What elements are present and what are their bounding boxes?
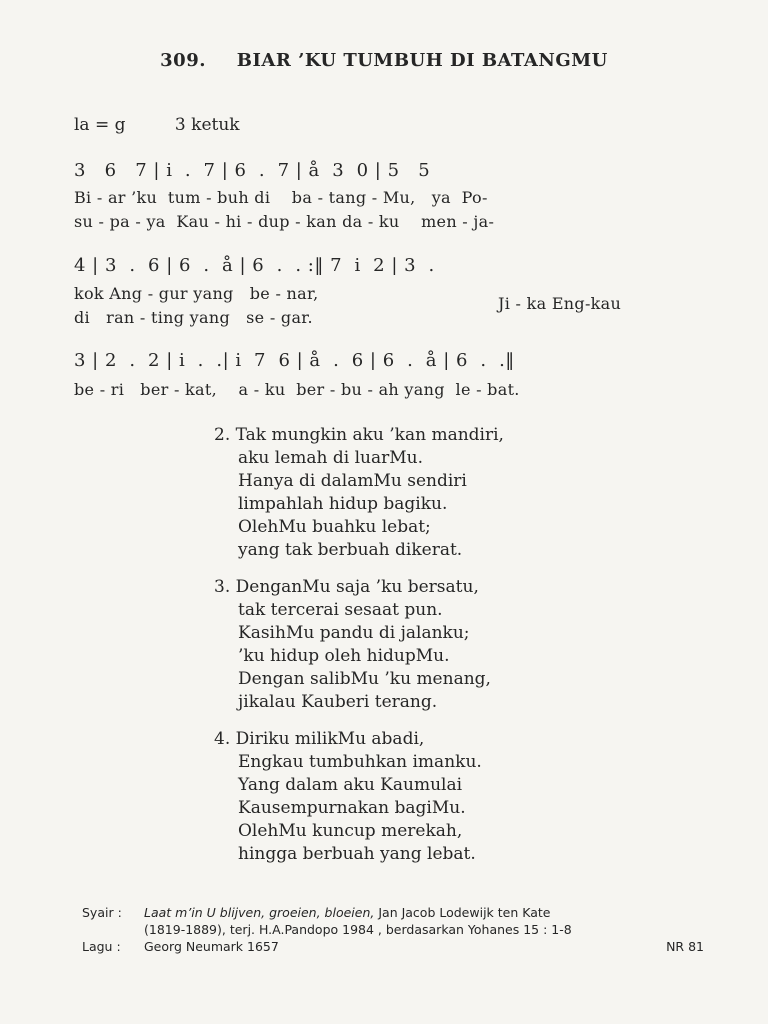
notation-line-2: 4 | 3 . 6 | 6 . å | 6 . . :‖ 7 i 2 | 3 . [74,255,435,276]
verse-line: Yang dalam aku Kaumulai [238,775,463,795]
verse-line: Hanya di dalamMu sendiri [238,471,467,491]
verse-line: jikalau Kauberi terang. [238,692,438,712]
song-title-text: BIAR ’KU TUMBUH DI BATANGMU [236,50,608,71]
notation-line-3: 3 | 2 . 2 | i . .| i 7 6 | å . 6 | 6 . å | 6 . .‖ [74,350,515,371]
verse-line: Diriku milikMu abadi, [235,729,425,749]
song-number: 309. [160,50,206,71]
verse-line: Engkau tumbuhkan imanku. [238,752,482,772]
time-signature: 3 ketuk [174,115,240,135]
verse-line: yang tak berbuah dikerat. [238,540,463,560]
original-title: Laat m’in U blijven, groeien, bloeien, [144,905,375,920]
verse-line: ’ku hidup oleh hidupMu. [238,646,450,666]
lyric-line-3a: be - ri ber - kat, a - ku ber - bu - ah yang le - bat. [74,380,520,399]
lyric-line-2c: Ji - ka Eng-kau [498,294,622,313]
lyric-line-2a: kok Ang - gur yang be - nar, [74,284,319,303]
verse-line: limpahlah hidup bagiku. [238,494,448,514]
verse-3 [214,576,504,714]
verse-line: DenganMu saja ’ku bersatu, [235,577,479,597]
lyric-line-1a: Bi - ar ’ku tum - buh di ba - tang - Mu, ya Po- [74,188,488,207]
verse-line: hingga berbuah yang lebat. [238,844,476,864]
lyricist: Jan Jacob Lodewijk ten Kate [378,905,551,920]
verse-line: KasihMu pandu di jalanku; [238,623,470,643]
key-label: la = g [74,115,126,135]
verse-line: Kausempurnakan bagiMu. [238,798,466,818]
verse-number: 2. [214,425,231,445]
composer: Georg Neumark 1657 [144,939,279,954]
verse-line: aku lemah di luarMu. [238,448,424,468]
verse-line: OlehMu buahku lebat; [238,517,431,537]
song-title [0,50,768,71]
lyric-line-2b: di ran - ting yang se - gar. [74,308,313,327]
credits-block [82,904,712,955]
key-signature [74,115,240,135]
translation-credit: (1819-1889), terj. H.A.Pandopo 1984 , berdasarkan Yohanes 15 : 1-8 [144,922,572,937]
verse-line: OlehMu kuncup merekah, [238,821,463,841]
verse-line: Tak mungkin aku ’kan mandiri, [235,425,504,445]
reference-number: NR 81 [666,939,704,954]
notation-line-1: 3 6 7 | i . 7 | 6 . 7 | å 3 0 | 5 5 [74,160,431,181]
verse-4 [214,728,504,866]
verses-block [214,424,504,880]
lyric-line-1b: su - pa - ya Kau - hi - dup - kan da - ku men - ja- [74,212,495,231]
verse-number: 4. [214,729,231,749]
syair-label: Syair : [82,905,122,920]
verse-2 [214,424,504,562]
verse-number: 3. [214,577,231,597]
verse-line: Dengan salibMu ’ku menang, [238,669,491,689]
lagu-label: Lagu : [82,939,121,954]
verse-line: tak tercerai sesaat pun. [238,600,443,620]
